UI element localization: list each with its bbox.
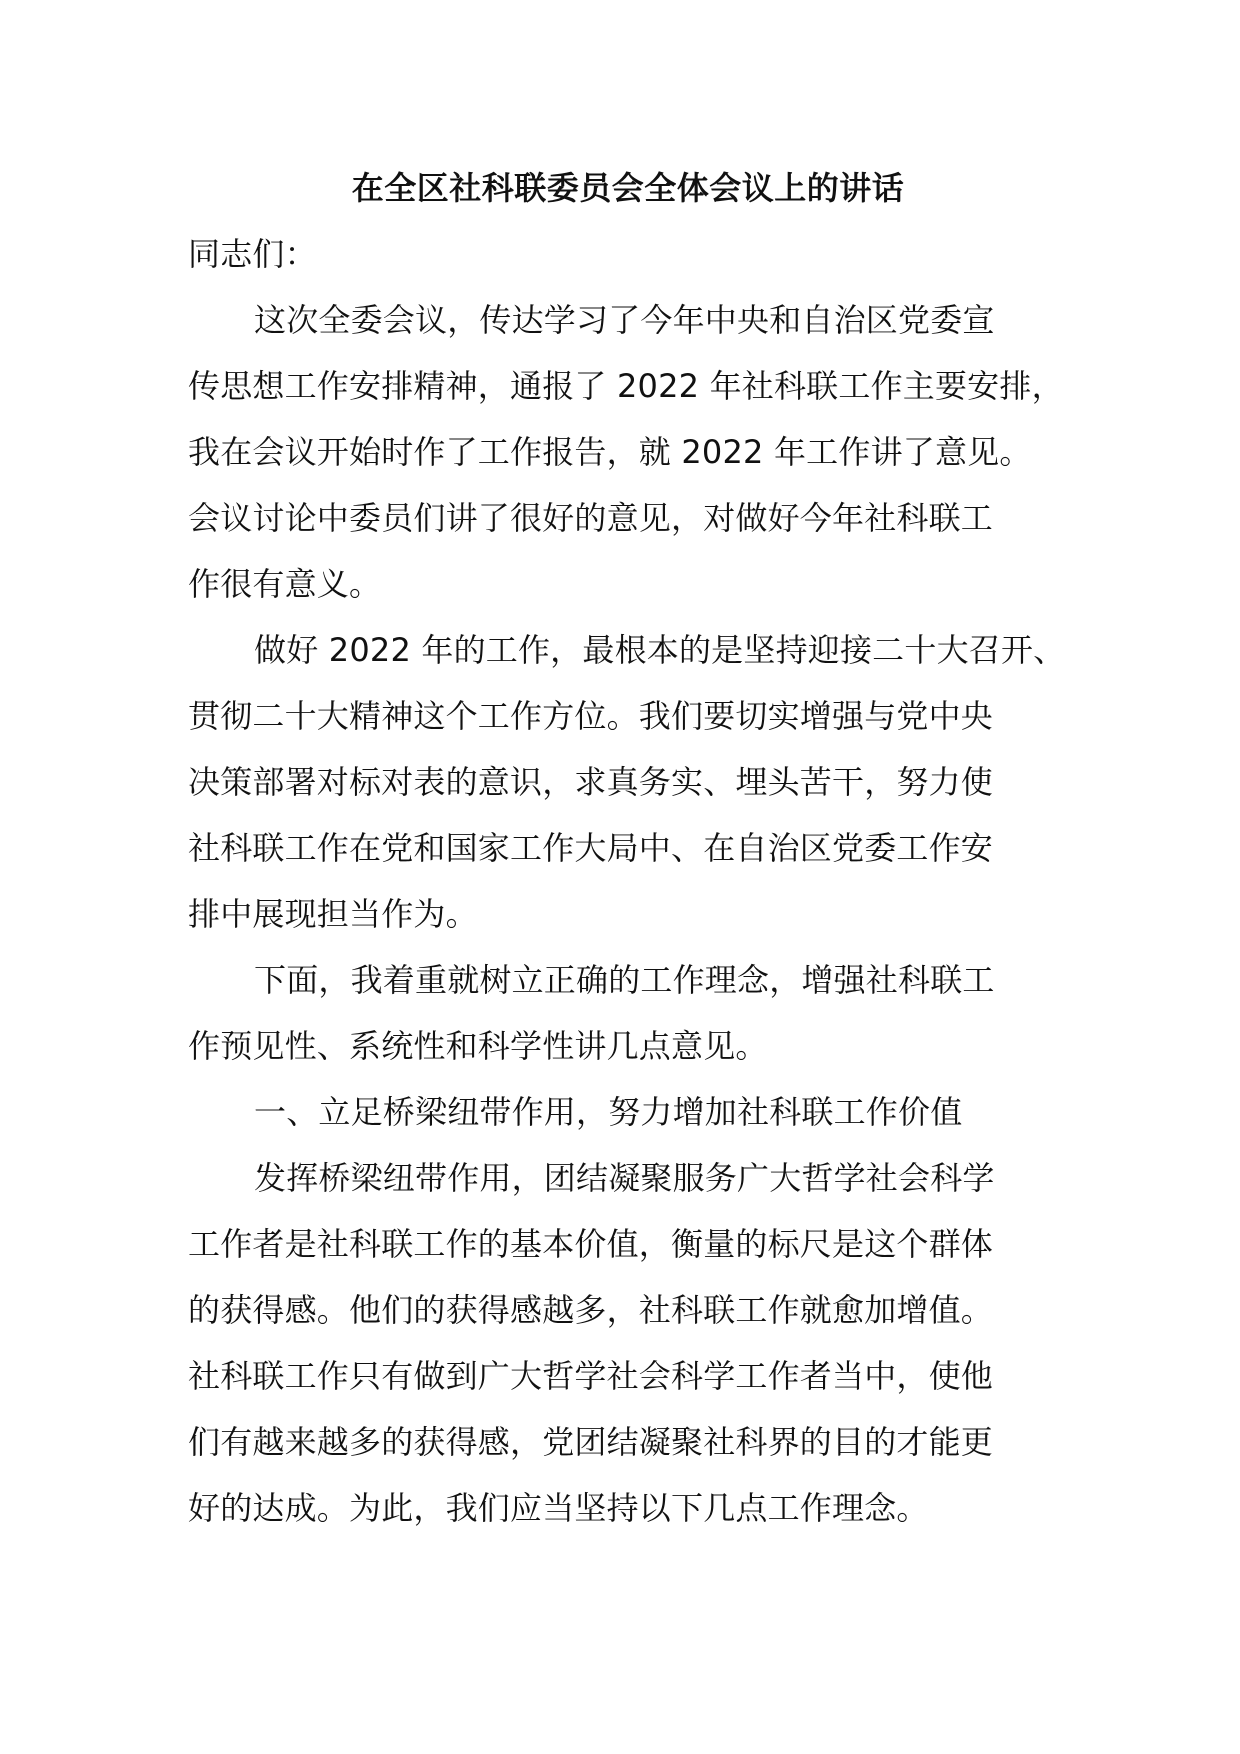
document-body bbox=[188, 168, 1068, 1554]
text-line: 排中展现担当作为。 bbox=[188, 895, 478, 933]
text-line: 贯彻二十大精神这个工作方位。我们要切实增强与党中央 bbox=[188, 697, 994, 735]
text-lines bbox=[188, 300, 1068, 1554]
text-line: 一、立足桥梁纽带作用，努力增加社科联工作价值 bbox=[254, 1093, 963, 1131]
text-line: 作预见性、系统性和科学性讲几点意见。 bbox=[188, 1027, 768, 1065]
text-line: 的获得感。他们的获得感越多，社科联工作就愈加增值。 bbox=[188, 1291, 994, 1329]
salutation: 同志们： bbox=[188, 235, 317, 273]
text-line: 作很有意义。 bbox=[188, 565, 382, 603]
text-line: 会议讨论中委员们讲了很好的意见，对做好今年社科联工 bbox=[188, 499, 994, 537]
text-line: 决策部署对标对表的意识，求真务实、埋头苦干，努力使 bbox=[188, 763, 994, 801]
document-title: 在全区社科联委员会全体会议上的讲话 bbox=[351, 169, 905, 207]
text-line: 社科联工作在党和国家工作大局中、在自治区党委工作安 bbox=[188, 829, 994, 867]
text-line: 社科联工作只有做到广大哲学社会科学工作者当中，使他 bbox=[188, 1357, 994, 1395]
text-line: 好的达成。为此，我们应当坚持以下几点工作理念。 bbox=[188, 1489, 929, 1527]
text-line: 做好 2022 年的工作，最根本的是坚持迎接二十大召开、 bbox=[254, 631, 1066, 669]
text-line: 下面，我着重就树立正确的工作理念，增强社科联工 bbox=[254, 961, 995, 999]
text-line: 发挥桥梁纽带作用，团结凝聚服务广大哲学社会科学 bbox=[254, 1159, 995, 1197]
text-line: 我在会议开始时作了工作报告，就 2022 年工作讲了意见。 bbox=[188, 433, 1032, 471]
text-line: 这次全委会议，传达学习了今年中央和自治区党委宣 bbox=[254, 301, 995, 339]
text-line: 工作者是社科联工作的基本价值，衡量的标尺是这个群体 bbox=[188, 1225, 994, 1263]
text-line: 传思想工作安排精神，通报了 2022 年社科联工作主要安排， bbox=[188, 367, 1064, 405]
text-line: 们有越来越多的获得感，党团结凝聚社科界的目的才能更 bbox=[188, 1423, 994, 1461]
